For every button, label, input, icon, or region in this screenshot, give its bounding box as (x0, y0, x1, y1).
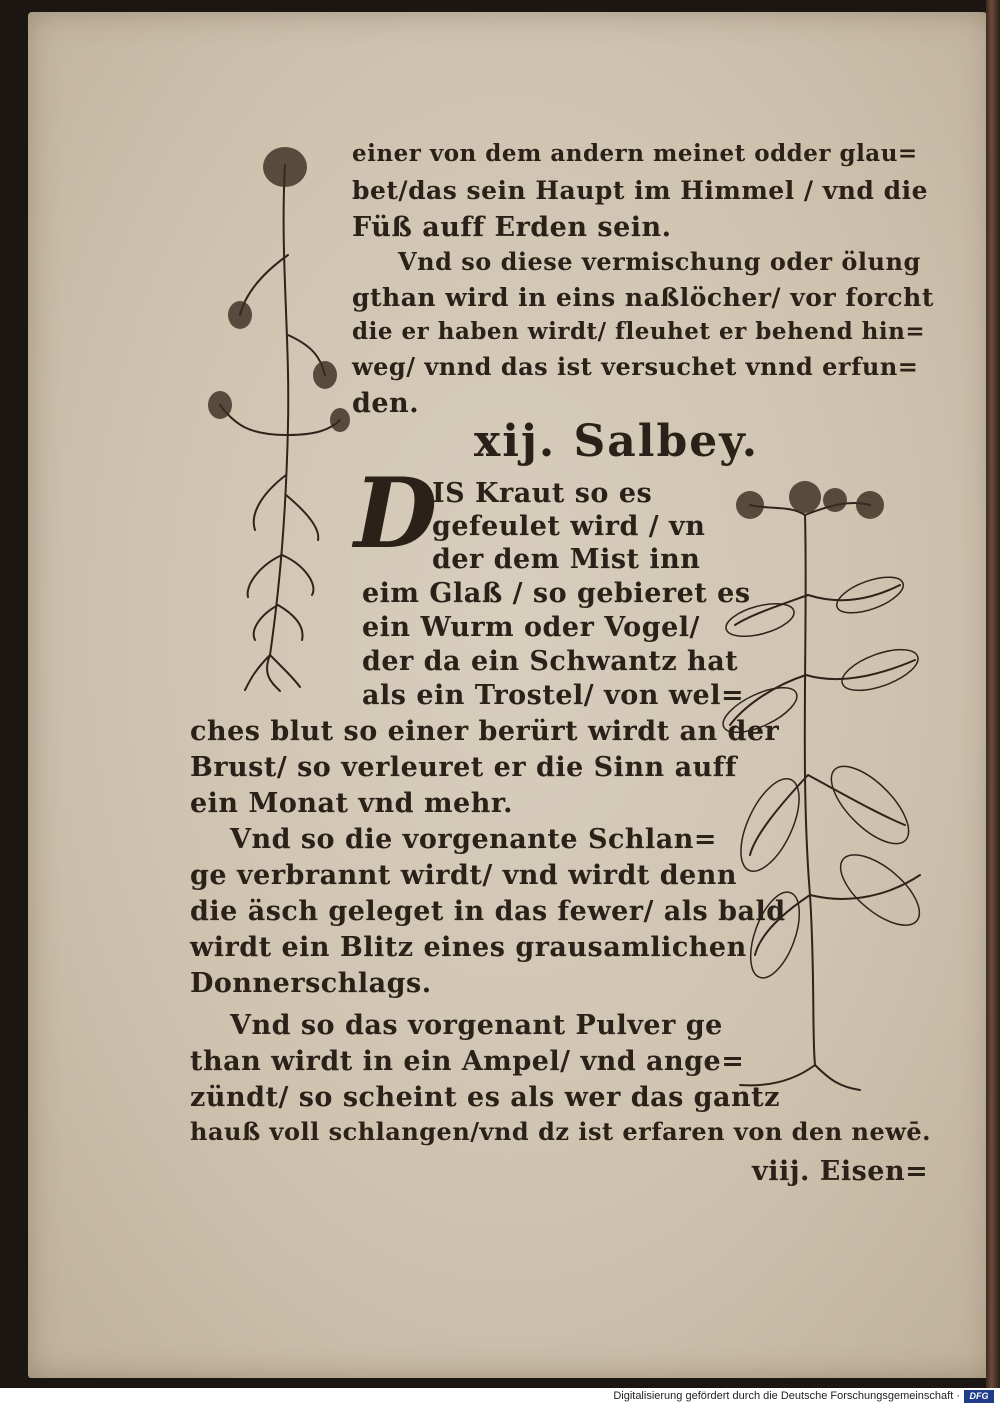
text-line: den. (352, 388, 420, 419)
text-line: ge verbrannt wirdt/ vnd wirdt denn (190, 860, 738, 891)
text-line: der dem Mist inn (432, 544, 701, 575)
footer-credit: Digitalisierung gefördert durch die Deutsche Forschungsgemeinschaft · (613, 1390, 960, 1402)
text-line: Donnerschlags. (190, 968, 432, 999)
carnation-plant-woodcut-icon (200, 135, 350, 695)
text-line: gefeulet wird / vn (432, 511, 706, 542)
text-line: die er haben wirdt/ fleuhet er behend hin= (352, 318, 926, 345)
book-spine (986, 0, 1000, 1388)
text-line: die äsch geleget in das fewer/ als bald (190, 896, 786, 927)
text-line: gthan wird in eins naßlöcher/ vor forcht (352, 283, 934, 312)
drop-capital: D (354, 457, 438, 570)
catchword: viij. Eisen= (752, 1156, 929, 1187)
text-line: hauß voll schlangen/vnd dz ist erfaren von den newē. (190, 1117, 932, 1146)
text-line: than wirdt in ein Ampel/ vnd ange= (190, 1046, 745, 1077)
text-line: ein Monat vnd mehr. (190, 788, 513, 819)
text-line: Vnd so die vorgenante Schlan= (230, 824, 718, 855)
text-line: als ein Trostel/ von wel= (362, 680, 745, 711)
text-line: Vnd so diese vermischung oder ölung (398, 247, 921, 276)
section-heading: xij. Salbey. (474, 416, 760, 467)
text-line: ches blut so einer berürt wirdt an der (190, 716, 780, 747)
text-line: der da ein Schwantz hat (362, 646, 739, 677)
text-line: wirdt ein Blitz eines grausamlichen (190, 932, 747, 963)
text-line: Brust/ so verleuret er die Sinn auff (190, 752, 737, 783)
sage-plant-woodcut-icon (720, 475, 930, 1100)
text-line: Vnd so das vorgenant Pulver ge (230, 1010, 723, 1041)
text-line: eim Glaß / so gebieret es (362, 578, 751, 609)
text-line: Füß auff Erden sein. (352, 212, 672, 243)
dfg-logo-icon: DFG (964, 1390, 994, 1403)
text-line: zündt/ so scheint es als wer das gantz (190, 1082, 780, 1113)
text-line: bet/das sein Haupt im Himmel / vnd die (352, 176, 928, 205)
text-line: einer von dem andern meinet odder glau= (352, 140, 918, 167)
text-line: weg/ vnnd das ist versuchet vnnd erfun= (352, 352, 919, 381)
text-line: ein Wurm oder Vogel/ (362, 612, 700, 643)
footer-bar (0, 1388, 1000, 1406)
text-line: IS Kraut so es (432, 478, 653, 509)
